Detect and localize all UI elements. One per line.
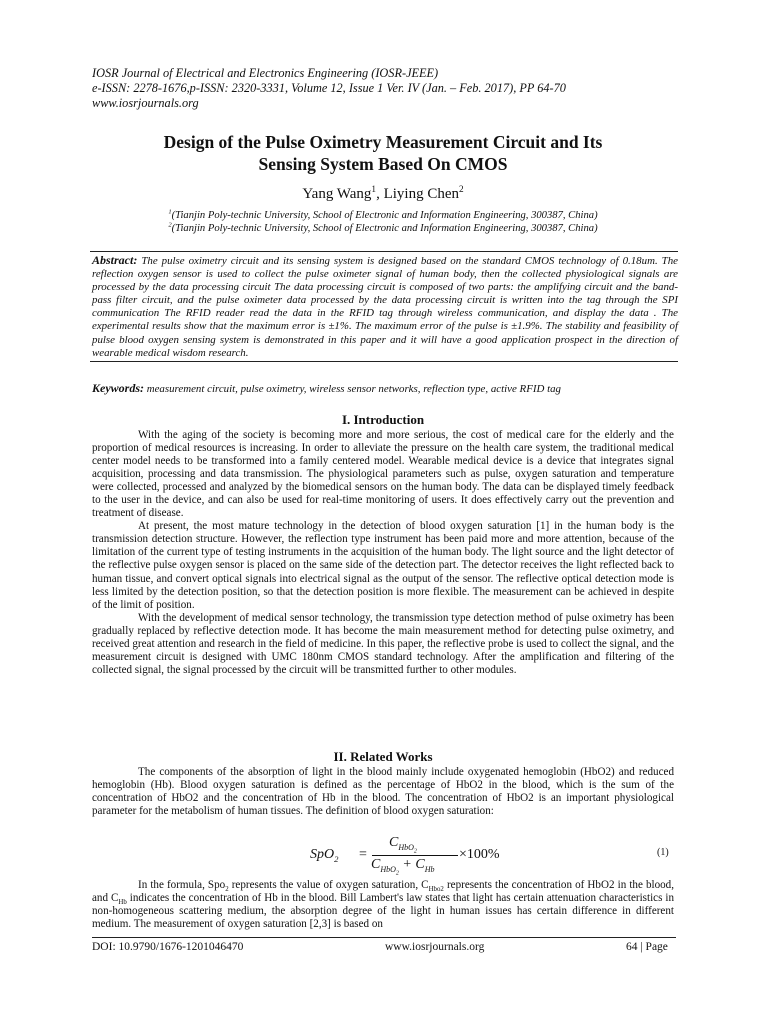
author-2: Liying Chen xyxy=(383,186,459,202)
affiliation-1-text: (Tianjin Poly-technic University, School of Electronic and Information Engineering, 300387, China) xyxy=(171,210,598,221)
footer-rule xyxy=(92,937,676,938)
p2-sub1: 2 xyxy=(225,886,229,894)
fraction-bar xyxy=(372,855,458,856)
author-2-sup: 2 xyxy=(459,185,464,195)
lhs-text: SpO xyxy=(310,847,335,862)
p2-a: In the formula, Spo xyxy=(138,879,226,891)
related-works-body xyxy=(92,766,674,818)
num-sub-text: HbO xyxy=(398,842,414,852)
equation-denominator xyxy=(371,857,435,877)
author-separator: , xyxy=(376,186,384,202)
abstract xyxy=(92,254,678,360)
affiliation-2 xyxy=(92,222,674,235)
affiliation-2-sup: 2 xyxy=(168,221,172,229)
related-paragraph-2 xyxy=(92,879,674,931)
num-c: C xyxy=(389,835,399,850)
author-list xyxy=(92,186,674,203)
intro-paragraph-3: With the development of medical sensor technology, the transmission type detection method of pulse oximetry has been gradually replaced by reflective detection mode. It has become the main measurement method for detecting pulse oximetry, and received great attention and research in the field of medicine. In this paper, the reflective probe is used to collect the signal, and the measurement circuit is designed with UMC 180nm CMOS standard technology. After the amplification and filtering of the collected signal, the signal processed by the circuit will be transmitted further to other modules. xyxy=(92,611,674,676)
introduction-body xyxy=(92,429,674,677)
den-b-sub: Hb xyxy=(424,864,435,874)
footer-page: 64 | Page xyxy=(626,941,668,953)
title-line-2: Sensing System Based On CMOS xyxy=(258,154,508,174)
affiliation-2-text: (Tianjin Poly-technic University, School of Electronic and Information Engineering, 300387, China) xyxy=(171,223,598,234)
section-heading-introduction: I. Introduction xyxy=(341,412,425,427)
section-heading-related-works: II. Related Works xyxy=(333,749,433,764)
journal-issn: e-ISSN: 2278-1676,p-ISSN: 2320-3331, Volume 12, Issue 1 Ver. IV (Jan. – Feb. 2017), PP 64-70 xyxy=(92,81,566,96)
related-paragraph-1: The components of the absorption of light in the blood mainly include oxygenated hemoglobin (HbO2) and reduced hemoglobin (Hb). Blood oxygen saturation is defined as the percentage of HbO2 in the blood, which is the sum of the concentration of HbO2 and the concentration of Hb in the blood. The concentration of HbO2 is an important physiological parameter for the metabolism of human tissues. The definition of blood oxygen saturation: xyxy=(92,766,674,818)
abstract-box xyxy=(90,251,678,362)
keywords xyxy=(92,381,676,396)
num-sub xyxy=(398,842,417,855)
keywords-label: Keywords: xyxy=(92,381,144,395)
title-line-1: Design of the Pulse Oximetry Measurement Circuit and Its xyxy=(163,132,603,152)
journal-header xyxy=(92,66,674,112)
p2-sub3: Hb xyxy=(118,899,127,907)
den-sub xyxy=(380,864,399,877)
equation-equals: = xyxy=(359,847,367,862)
equation-lhs xyxy=(310,847,338,863)
abstract-label: Abstract: xyxy=(92,253,138,267)
den-sub-text: HbO xyxy=(380,864,396,874)
affiliations xyxy=(92,209,674,235)
equation-times: ×100% xyxy=(459,847,500,862)
footer-site: www.iosrjournals.org xyxy=(385,941,485,953)
den-sub-2: 2 xyxy=(395,870,399,877)
p2-c: represents the concentration of HbO2 in the blood, and C xyxy=(92,879,675,905)
abstract-text: The pulse oximetry circuit and its sensing system is designed based on the standard CMOS technology of 0.18um. The reflection oxygen sensor is used to collect the pulse oximeter signal of human body, then the collected physiological signals are processed by the data processing circuit The data processing circuit is composed of two parts: the amplifying circuit and the band-pass filter circuit, and the pulse oximeter data processed by the data processing circuit is written into the tag through the SPI communication The RFID reader read the data in the RFID tag through wireless communication, and display the data . The experimental results show that the maximum error is ±1%. The maximum error of the pulse is ±1.9%. The stability and feasibility of pulse blood oxygen sensing system is demonstrated in this paper and it will have a good application prospect in the direction of wearable medical wisdom research. xyxy=(92,255,678,359)
equation-numerator xyxy=(389,835,417,855)
lhs-sub: 2 xyxy=(334,853,339,864)
equation-number: (1) xyxy=(657,847,669,858)
author-1-sup: 1 xyxy=(371,185,377,195)
den-plus: + C xyxy=(402,857,425,872)
intro-paragraph-1: With the aging of the society is becoming more and more serious, the cost of medical care for the elderly and the proportion of medical resources is increasing. In order to alleviate the pressure on the health care system, the traditional medical center model needs to be transformed into a family centered model. Wearable medical device is a device that integrates signal acquisition, processing and data transmission. The physiological parameters such as pulse, oxygen saturation and temperature were collected, processed and analyzed by the biomedical sensors on the human body. The data can be displayed timely feedback to the user in the device, and can also be used for real-time monitoring of users. It does effectively carry out the prevention and treatment of disease. xyxy=(92,429,674,520)
journal-site: www.iosrjournals.org xyxy=(92,96,199,111)
num-sub-2: 2 xyxy=(413,848,417,855)
p2-d: indicates the concentration of Hb in the blood. Bill Lambert's law states that light has certain attenuation characteristics in non-homogeneous scattering medium, the absorption degree of the light in human issues has certain difference in different medium. The measurement of oxygen saturation [2,3] is based on xyxy=(92,892,674,931)
spo2-equation xyxy=(310,835,510,877)
keywords-text: measurement circuit, pulse oximetry, wireless sensor networks, reflection type, active RFID tag xyxy=(146,383,561,395)
p2-b: represents the value of oxygen saturation, C xyxy=(228,879,429,891)
p2-sub2: Hbo2 xyxy=(428,886,444,894)
footer-doi: DOI: 10.9790/1676-1201046470 xyxy=(92,941,244,953)
intro-paragraph-2: At present, the most mature technology in the detection of blood oxygen saturation [1] in the human body is the transmission detection structure. However, the reflection type instrument has been paid more and more attention, because of the limitation of the current type of testing instruments in the acquisition of the human body. The light source and the light detector of the reflective pulse oxygen sensor is placed on the same side of the detection part. The detector receives the light reflected back to human tissue, and convert optical signals into electrical signal as the output of the sensor. The reflective optical detection mode is less limited by the detection position, so that the detection position is more flexible. The measurement can be achieved in despite of the limit of position. xyxy=(92,520,674,611)
paper-title xyxy=(92,131,674,175)
affiliation-1 xyxy=(92,209,674,222)
den-c: C xyxy=(371,857,381,872)
author-1: Yang Wang xyxy=(302,186,372,202)
related-works-body-2 xyxy=(92,879,674,931)
journal-name: IOSR Journal of Electrical and Electronics Engineering (IOSR-JEEE) xyxy=(92,66,439,80)
affiliation-1-sup: 1 xyxy=(168,208,172,216)
